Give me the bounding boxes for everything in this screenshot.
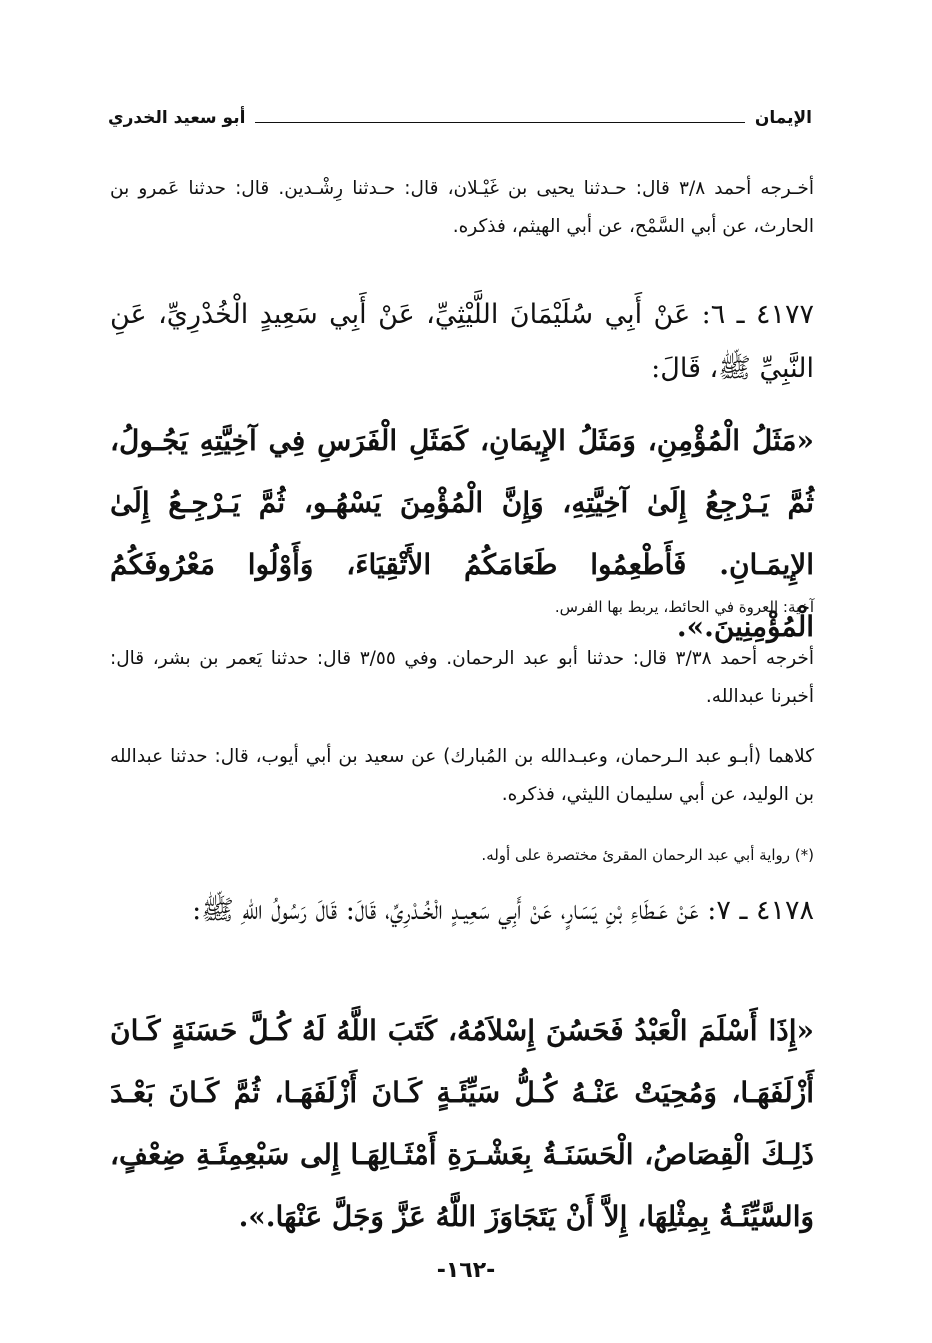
takhrij-note-3: كلاهما (أبـو عبد الـرحمان، وعبـدالله بن المُبارك) عن سعيد بن أبي أيوب، قال: حدثنا عبدالله بن الوليد، عن أبي سليمان الليثي، فذكره. <box>110 746 814 805</box>
narrator-title: أبو سعيد الخدري <box>108 108 246 128</box>
running-header <box>108 100 812 136</box>
header-rule <box>255 122 744 123</box>
hadith-4178-isnad: ٤١٧٨ ـ ٧: عَنْ عَـطَاءِ بْنِ يَسَارٍ، عَنْ أَبِي سَعِيـدٍ الْخُـدْرِيِّ، قَالَ: قَالَ رَسُولُ اللهِ ﷺ: <box>192 895 814 926</box>
gloss-akhiyya: آخية: العروة في الحائط، يربط بها الفرس. <box>554 598 814 616</box>
hadith-4178-matn: «إِذَا أَسْلَمَ الْعَبْدُ فَحَسُنَ إِسْلاَمُهُ، كَتَبَ اللَّهُ لَهُ كُـلَّ حَسَنَةٍ كَـانَ أَزْلَفَهَـا، وَمُحِيَتْ عَنْـهُ كُـلُّ سَيِّئَـةٍ كَـانَ أَزْلَفَهَـا، ثُمَّ كَـانَ بَعْـدَ ذَلِـكَ الْقِصَاصُ، الْحَسَنَـةُ بِعَشْـرَةِ أَمْثَـالِهَـا إِلى سَبْعِمِئَـةِ ضِعْفٍ، وَالسَّيِّئَـةُ بِمِثْلِهَا، إِلاَّ أَنْ يَتَجَاوَزَ اللَّهُ عَزَّ وَجَلَّ عَنْهَا.». <box>110 1014 814 1233</box>
hadith-4177-isnad: ٤١٧٧ ـ ٦: عَنْ أَبِي سُلَيْمَانَ اللَّيْثِيِّ، عَنْ أَبِي سَعِيدٍ الْخُدْرِيِّ، عَنِ النَّبِيِّ ﷺ، قَالَ: <box>110 299 814 384</box>
hadith-4177-matn: «مَثَلُ الْمُؤْمِنِ، وَمَثَلُ الإِيمَانِ، كَمَثَلِ الْفَرَسِ فِي آخِيَّتِهِ يَجُـولُ، ثُمَّ يَـرْجِعُ إِلَىٰ آخِيَّتِهِ، وَإِنَّ الْمُؤْمِنَ يَسْهُـو، ثُمَّ يَـرْجِـعُ إِلَىٰ الإِيمَـانِ. فَأَطْعِمُوا طَعَامَكُمُ الأَتْقِيَاءَ، وَأَوْلُوا مَعْرُوفَكُمُ الْمُؤْمِنِينَ.». <box>110 424 814 643</box>
footnote: (*) رواية أبي عبد الرحمان المقرئ مختصرة على أوله. <box>481 846 814 864</box>
page-number: -١٦٢- <box>436 1258 496 1283</box>
takhrij-note-2: أخرجه أحمد ٣/٣٨ قال: حدثنا أبو عبد الرحمان. وفي ٣/٥٥ قال: حدثنا يَعمر بن بشر، قال: أخبرنا عبدالله. <box>110 648 814 707</box>
takhrij-note-1: أخـرجه أحمد ٣/٨ قال: حـدثنا يحيى بن غَيْـلان، قال: حـدثنا رِشْـدين. قال: حدثنا عَمرو بن الحارث، عن أبي السَّمْح، عن أبي الهيثم، فذكره. <box>110 178 814 237</box>
chapter-title: الإيمان <box>754 108 812 128</box>
